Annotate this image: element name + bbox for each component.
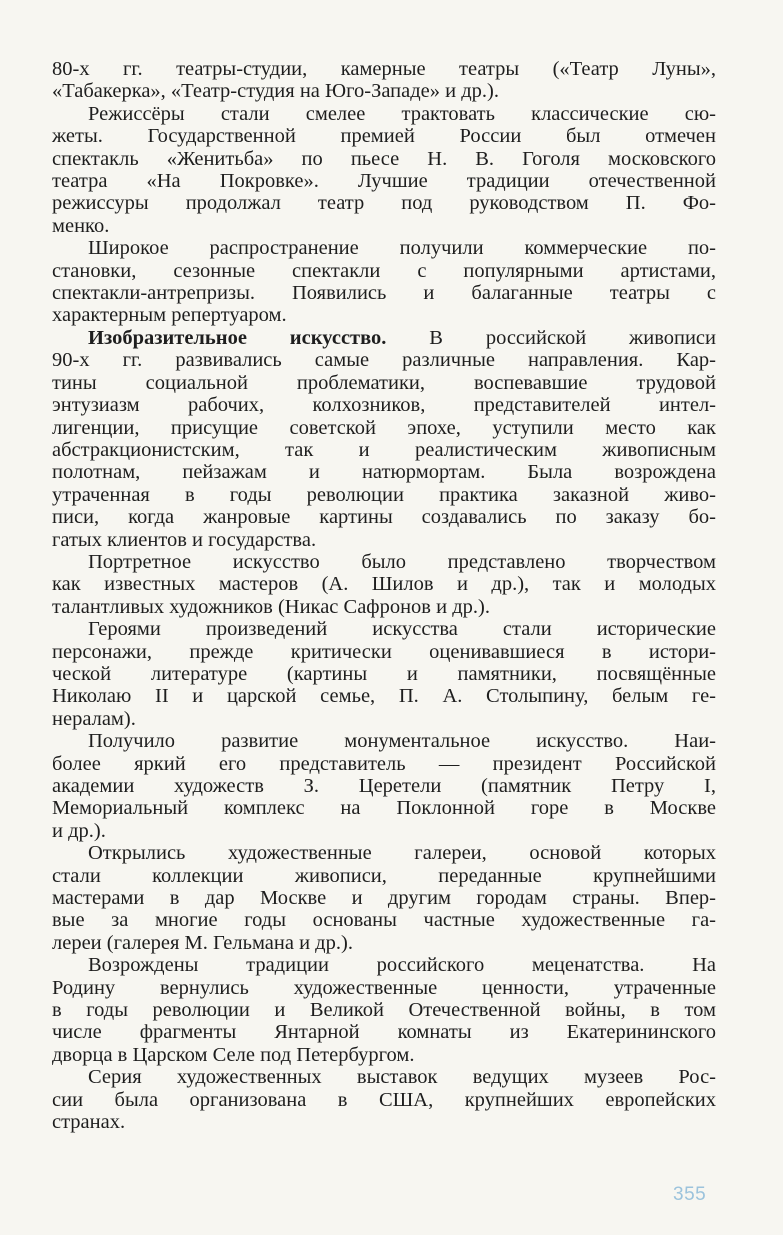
text-line: спектакли-антрепризы. Появились и балаганные театры с <box>52 282 716 305</box>
text-line: Портретное искусство было представлено творчеством <box>88 550 716 573</box>
text-line: сии была организована в США, крупнейших европейских <box>52 1088 716 1111</box>
paragraph <box>52 551 716 618</box>
paragraph <box>52 58 716 103</box>
text-line: энтузиазм рабочих, колхозников, представителей интел- <box>52 394 716 417</box>
text-line: менко. <box>52 214 110 237</box>
text-line: 90-х гг. развивались самые различные направления. Кар- <box>52 349 716 372</box>
text-line: 80-х гг. театры-студии, камерные театры («Театр Луны», <box>52 58 716 80</box>
text-line: становки, сезонные спектакли с популярными артистами, <box>52 259 716 282</box>
text-line: лигенции, присущие советской эпохе, уступили место как <box>52 416 716 439</box>
page-text <box>52 58 716 1134</box>
text-line: ческой литературе (картины и памятники, посвящённые <box>52 662 716 685</box>
paragraph <box>52 730 716 842</box>
text-line: странах. <box>52 1111 126 1134</box>
text-line: полотнам, пейзажам и натюрмортам. Была возрождена <box>52 461 716 484</box>
text-line: Героями произведений искусства стали исторические <box>88 618 716 641</box>
text-line: Родину вернулись художественные ценности, утраченные <box>52 976 716 999</box>
text-line: стали коллекции живописи, переданные крупнейшими <box>52 864 716 887</box>
text-line: Николаю II и царской семье, П. А. Столыпину, белым ге- <box>52 685 716 708</box>
text-line: в годы революции и Великой Отечественной войны, в том <box>52 999 716 1022</box>
text-line: характерным репертуаром. <box>52 304 287 327</box>
paragraph <box>52 618 716 730</box>
text-line: вые за многие годы основаны частные художественные га- <box>52 909 716 932</box>
paragraph <box>52 237 716 327</box>
text-line: лереи (галерея М. Гельмана и др.). <box>52 931 353 954</box>
text-line: утраченная в годы революции практика заказной живо- <box>52 483 716 506</box>
section-heading: Изобразительное искусство. <box>88 326 387 349</box>
text-line <box>52 327 716 349</box>
text-line: числе фрагменты Янтарной комнаты из Екатерининского <box>52 1021 716 1044</box>
text-line: Мемориальный комплекс на Поклонной горе в Москве <box>52 797 716 820</box>
text-line: Режиссёры стали смелее трактовать классические сю- <box>88 102 716 125</box>
paragraph <box>52 954 716 1066</box>
paragraph <box>52 327 716 551</box>
text-line: мастерами в дар Москве и другим городам страны. Впер- <box>52 887 716 910</box>
text-line: академии художеств З. Церетели (памятник Петру I, <box>52 775 716 797</box>
text-fragment: В российской живописи <box>386 326 716 349</box>
page-number: 355 <box>673 1184 707 1205</box>
text-line: нералам). <box>52 707 136 730</box>
text-line: Серия художественных выставок ведущих музеев Рос- <box>88 1066 716 1089</box>
text-line: талантливых художников (Никас Сафронов и др.). <box>52 595 490 618</box>
paragraph <box>52 842 716 954</box>
text-line: писи, когда жанровые картины создавались по заказу бо- <box>52 506 716 529</box>
paragraph <box>52 1066 716 1133</box>
text-line: Широкое распространение получили коммерческие по- <box>88 237 716 260</box>
text-line: спектакль «Женитьба» по пьесе Н. В. Гоголя московского <box>52 147 716 170</box>
text-line: режиссуры продолжал театр под руководством П. Фо- <box>52 192 716 215</box>
text-line: гатых клиентов и государства. <box>52 528 317 551</box>
text-line: театра «На Покровке». Лучшие традиции отечественной <box>52 170 716 193</box>
text-line: тины социальной проблематики, воспевавшие трудовой <box>52 371 716 394</box>
text-line: «Табакерка», «Театр-студия на Юго-Западе» и др.). <box>52 80 499 103</box>
text-line: и др.). <box>52 819 106 842</box>
text-line: Получило развитие монументальное искусство. Наи- <box>88 730 716 753</box>
text-line: дворца в Царском Селе под Петербургом. <box>52 1043 415 1066</box>
text-line: более яркий его представитель — президент Российской <box>52 752 716 775</box>
text-line: Открылись художественные галереи, основой которых <box>88 842 716 865</box>
text-line: Возрождены традиции российского меценатства. На <box>88 954 716 977</box>
text-line: как известных мастеров (А. Шилов и др.), так и молодых <box>52 573 716 596</box>
text-line: жеты. Государственной премией России был отмечен <box>52 125 716 148</box>
paragraph <box>52 103 716 237</box>
text-line: абстракционистским, так и реалистическим живописным <box>52 438 716 461</box>
text-line: персонажи, прежде критически оценивавшиеся в истори- <box>52 640 716 663</box>
